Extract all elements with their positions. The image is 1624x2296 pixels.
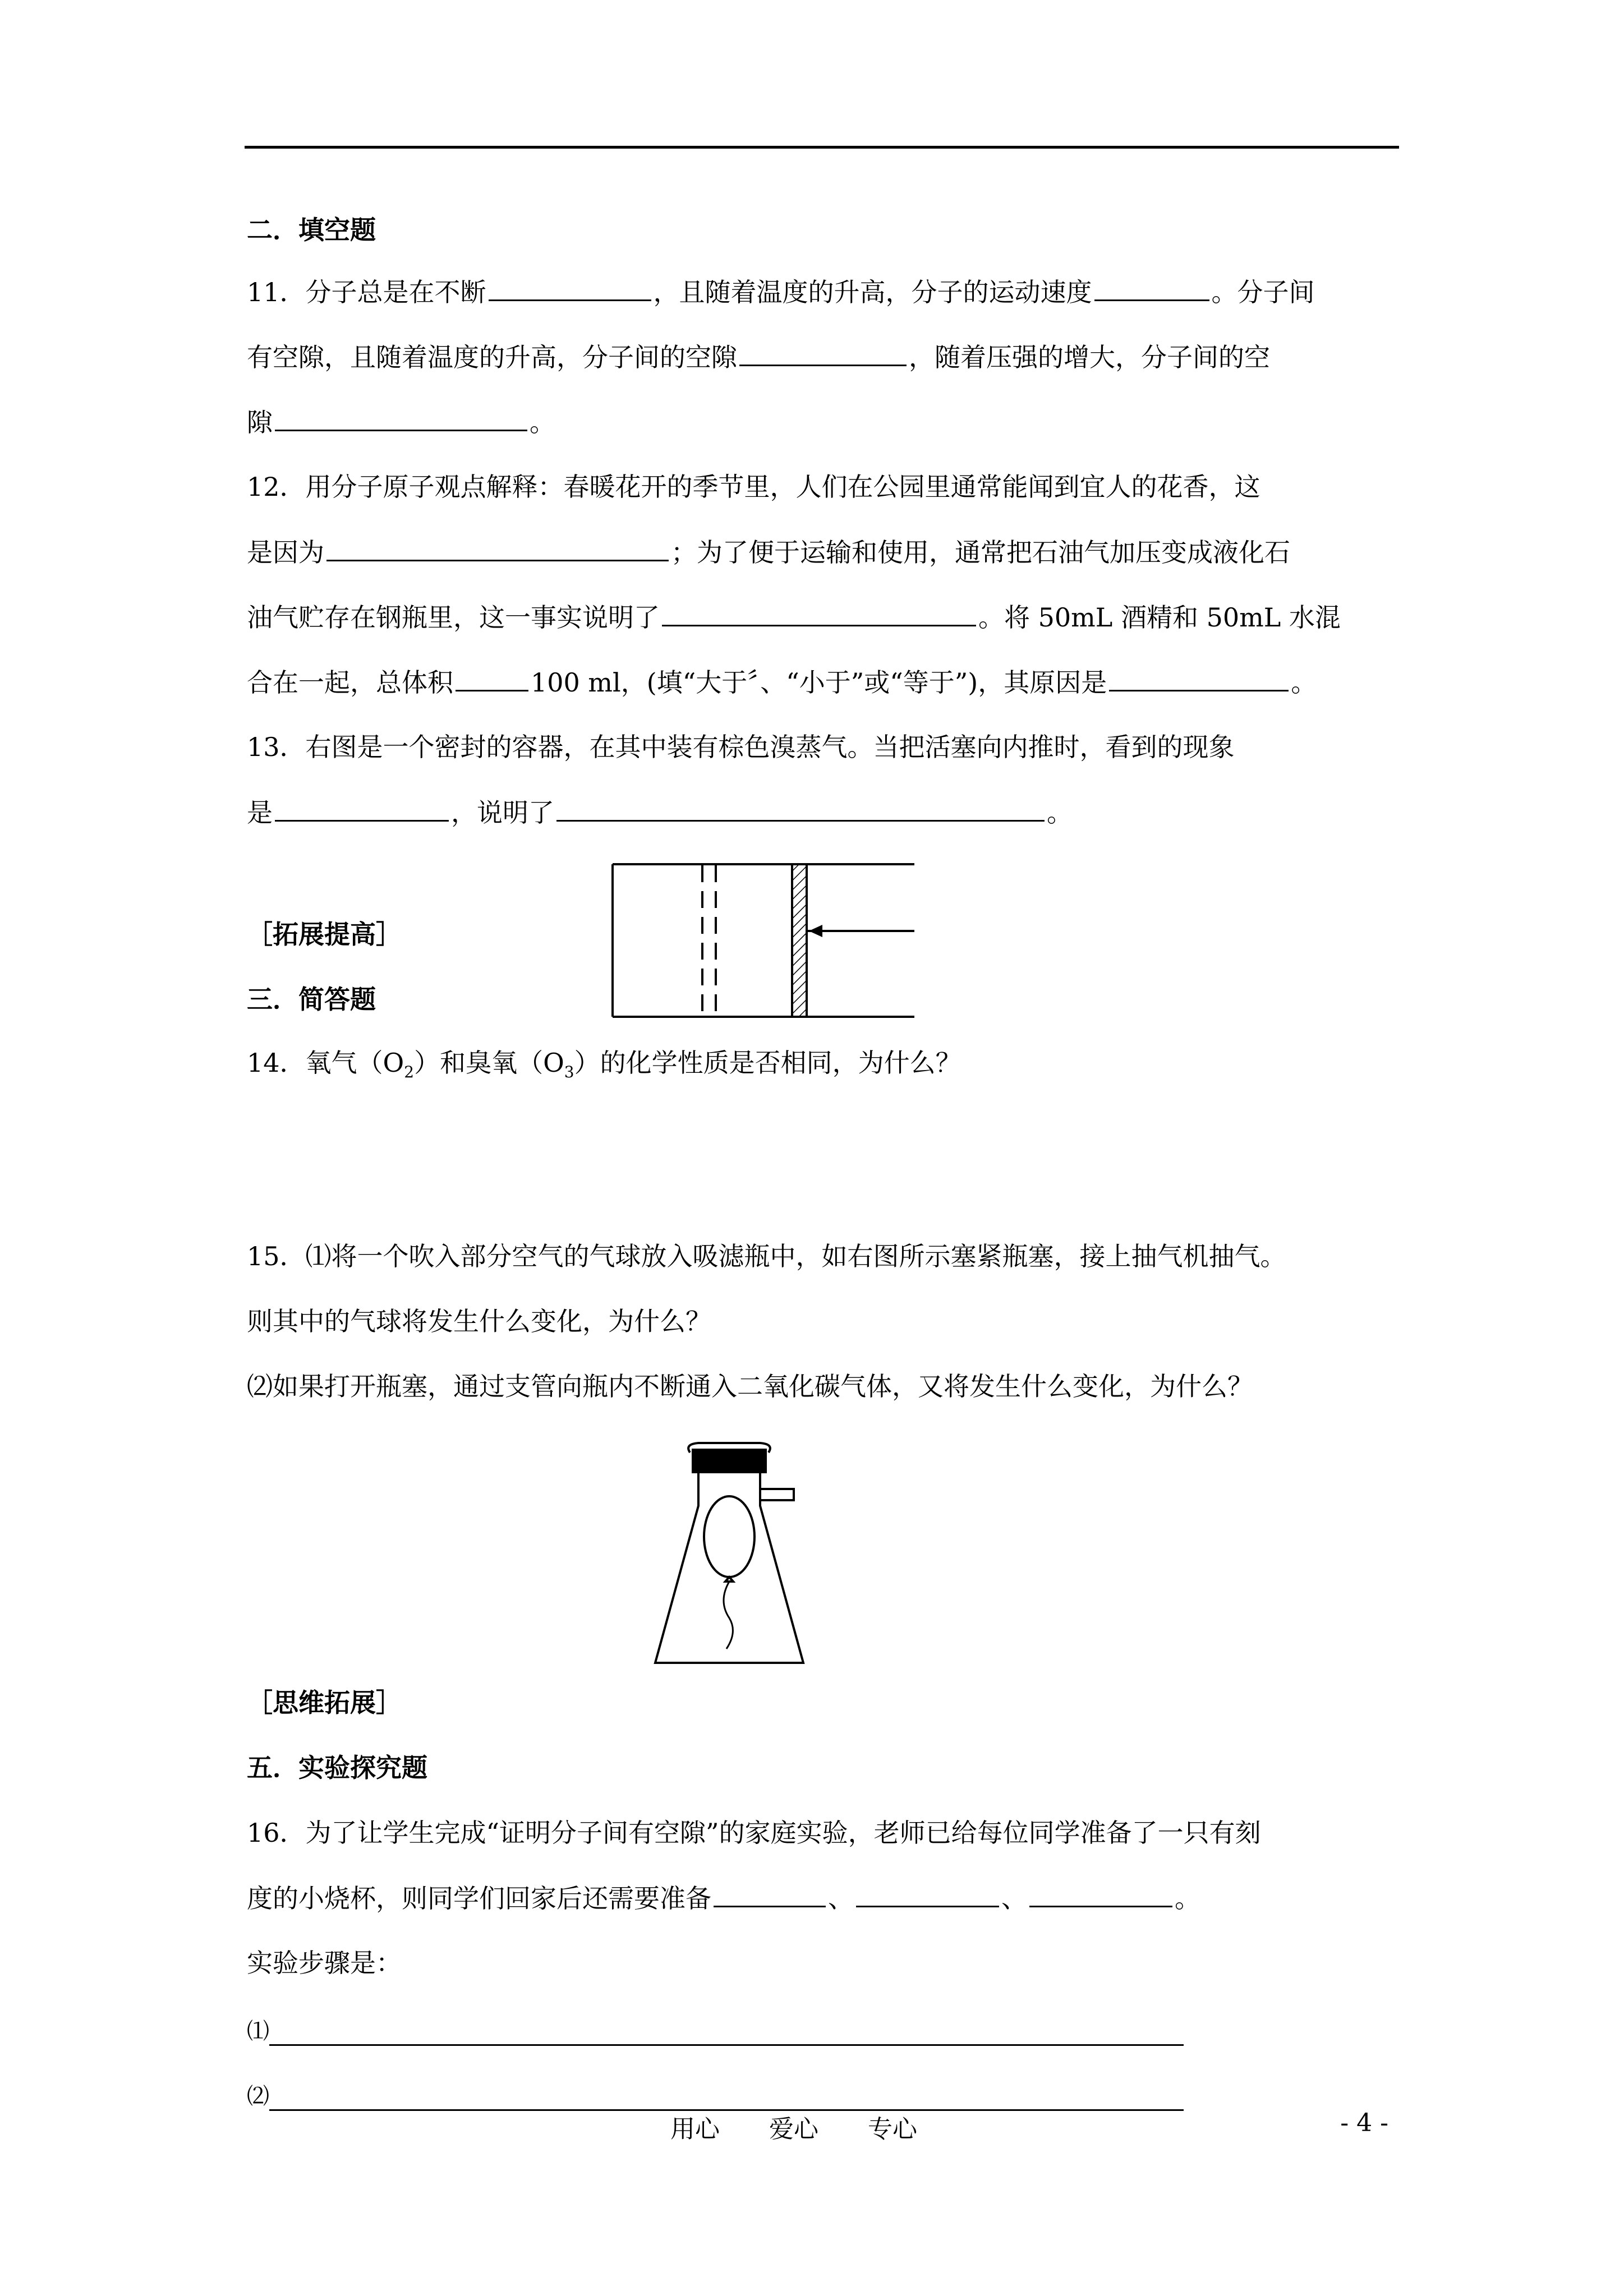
- question-11-line-1: 11．分子总是在不断 ，且随着温度的升高，分子的运动速度 。分子间: [247, 275, 1315, 309]
- question-14: 14．氧气$(O_2)$和臭氧$(O_3)$的化学性质是否相同，为什么？: [247, 1048, 961, 1082]
- question-16-line-1: 16．为了让学生完成“证明分子间有空隙”的家庭实验，老师已给每位同学准备了一只有刻: [247, 1818, 1261, 1848]
- sealed-container-piston-diagram: [611, 861, 926, 1023]
- step-1-line: ⑴: [247, 2017, 1184, 2046]
- answer-blank[interactable]: [714, 1881, 826, 1907]
- question-15-line-2: 则其中的气球将发生什么变化，为什么？: [247, 1306, 711, 1336]
- answer-blank[interactable]: [275, 795, 449, 822]
- question-12-line-1: 12．用分子原子观点解释：春暖花开的季节里，人们在公园里通常能闻到宜人的花香，这: [247, 472, 1260, 502]
- answer-blank[interactable]: [275, 405, 527, 431]
- question-12-line-4: 合在一起，总体积 100 ml，(填“大于〞、“小于”或“等于”)，其原因是 。: [247, 665, 1317, 699]
- question-15-line-3: ⑵如果打开瓶塞，通过支管向瓶内不断通入二氧化碳气体，又将发生什么变化，为什么？: [247, 1371, 1253, 1401]
- section-title-fill-blank: 二．填空题: [247, 215, 376, 245]
- section-title-thinking-extension: ［思维拓展］: [247, 1688, 402, 1718]
- answer-blank[interactable]: [1029, 1881, 1172, 1907]
- section-title-extension: ［拓展提高］: [247, 919, 402, 949]
- header-rule: [245, 146, 1399, 149]
- answer-blank[interactable]: [662, 600, 976, 626]
- question-11-line-2: 有空隙，且随着温度的升高，分子间的空隙 ，随着压强的增大，分子间的空: [247, 340, 1270, 374]
- section-title-experiment: 五．实验探究题: [247, 1753, 427, 1783]
- answer-blank[interactable]: [489, 275, 651, 301]
- question-16-line-2: 度的小烧杯，则同学们回家后还需要准备 、 、 。: [247, 1881, 1200, 1915]
- steps-label: 实验步骤是：: [247, 1948, 402, 1978]
- question-13-line-2: 是 ，说明了 。: [247, 795, 1073, 829]
- suction-flask-balloon-diagram: [645, 1433, 825, 1668]
- answer-line[interactable]: [269, 2087, 1184, 2111]
- answer-blank[interactable]: [1109, 665, 1289, 691]
- step-2-line: ⑵: [247, 2082, 1184, 2111]
- answer-blank[interactable]: [556, 795, 1045, 822]
- answer-blank[interactable]: [456, 665, 528, 691]
- footer-motto: 用心 爱心 专心: [670, 2115, 917, 2143]
- answer-blank[interactable]: [1094, 275, 1209, 301]
- question-11-line-3: 隙 。: [247, 405, 555, 439]
- question-13-line-1: 13．右图是一个密封的容器，在其中装有棕色溴蒸气。当把活塞向内推时，看到的现象: [247, 732, 1235, 762]
- question-12-line-2: 是因为 ；为了便于运输和使用，通常把石油气加压变成液化石: [247, 535, 1290, 569]
- page-number: - 4 -: [1340, 2109, 1388, 2137]
- question-12-line-3: 油气贮存在钢瓶里，这一事实说明了 。将 50mL 酒精和 50mL 水混: [247, 600, 1341, 634]
- answer-blank[interactable]: [856, 1881, 999, 1907]
- section-title-short-answer: 三．简答题: [247, 984, 376, 1015]
- answer-line[interactable]: [269, 2022, 1184, 2046]
- answer-blank[interactable]: [739, 340, 907, 366]
- answer-blank[interactable]: [326, 535, 669, 561]
- question-15-line-1: 15．⑴将一个吹入部分空气的气球放入吸滤瓶中，如右图所示塞紧瓶塞，接上抽气机抽气。: [247, 1241, 1286, 1271]
